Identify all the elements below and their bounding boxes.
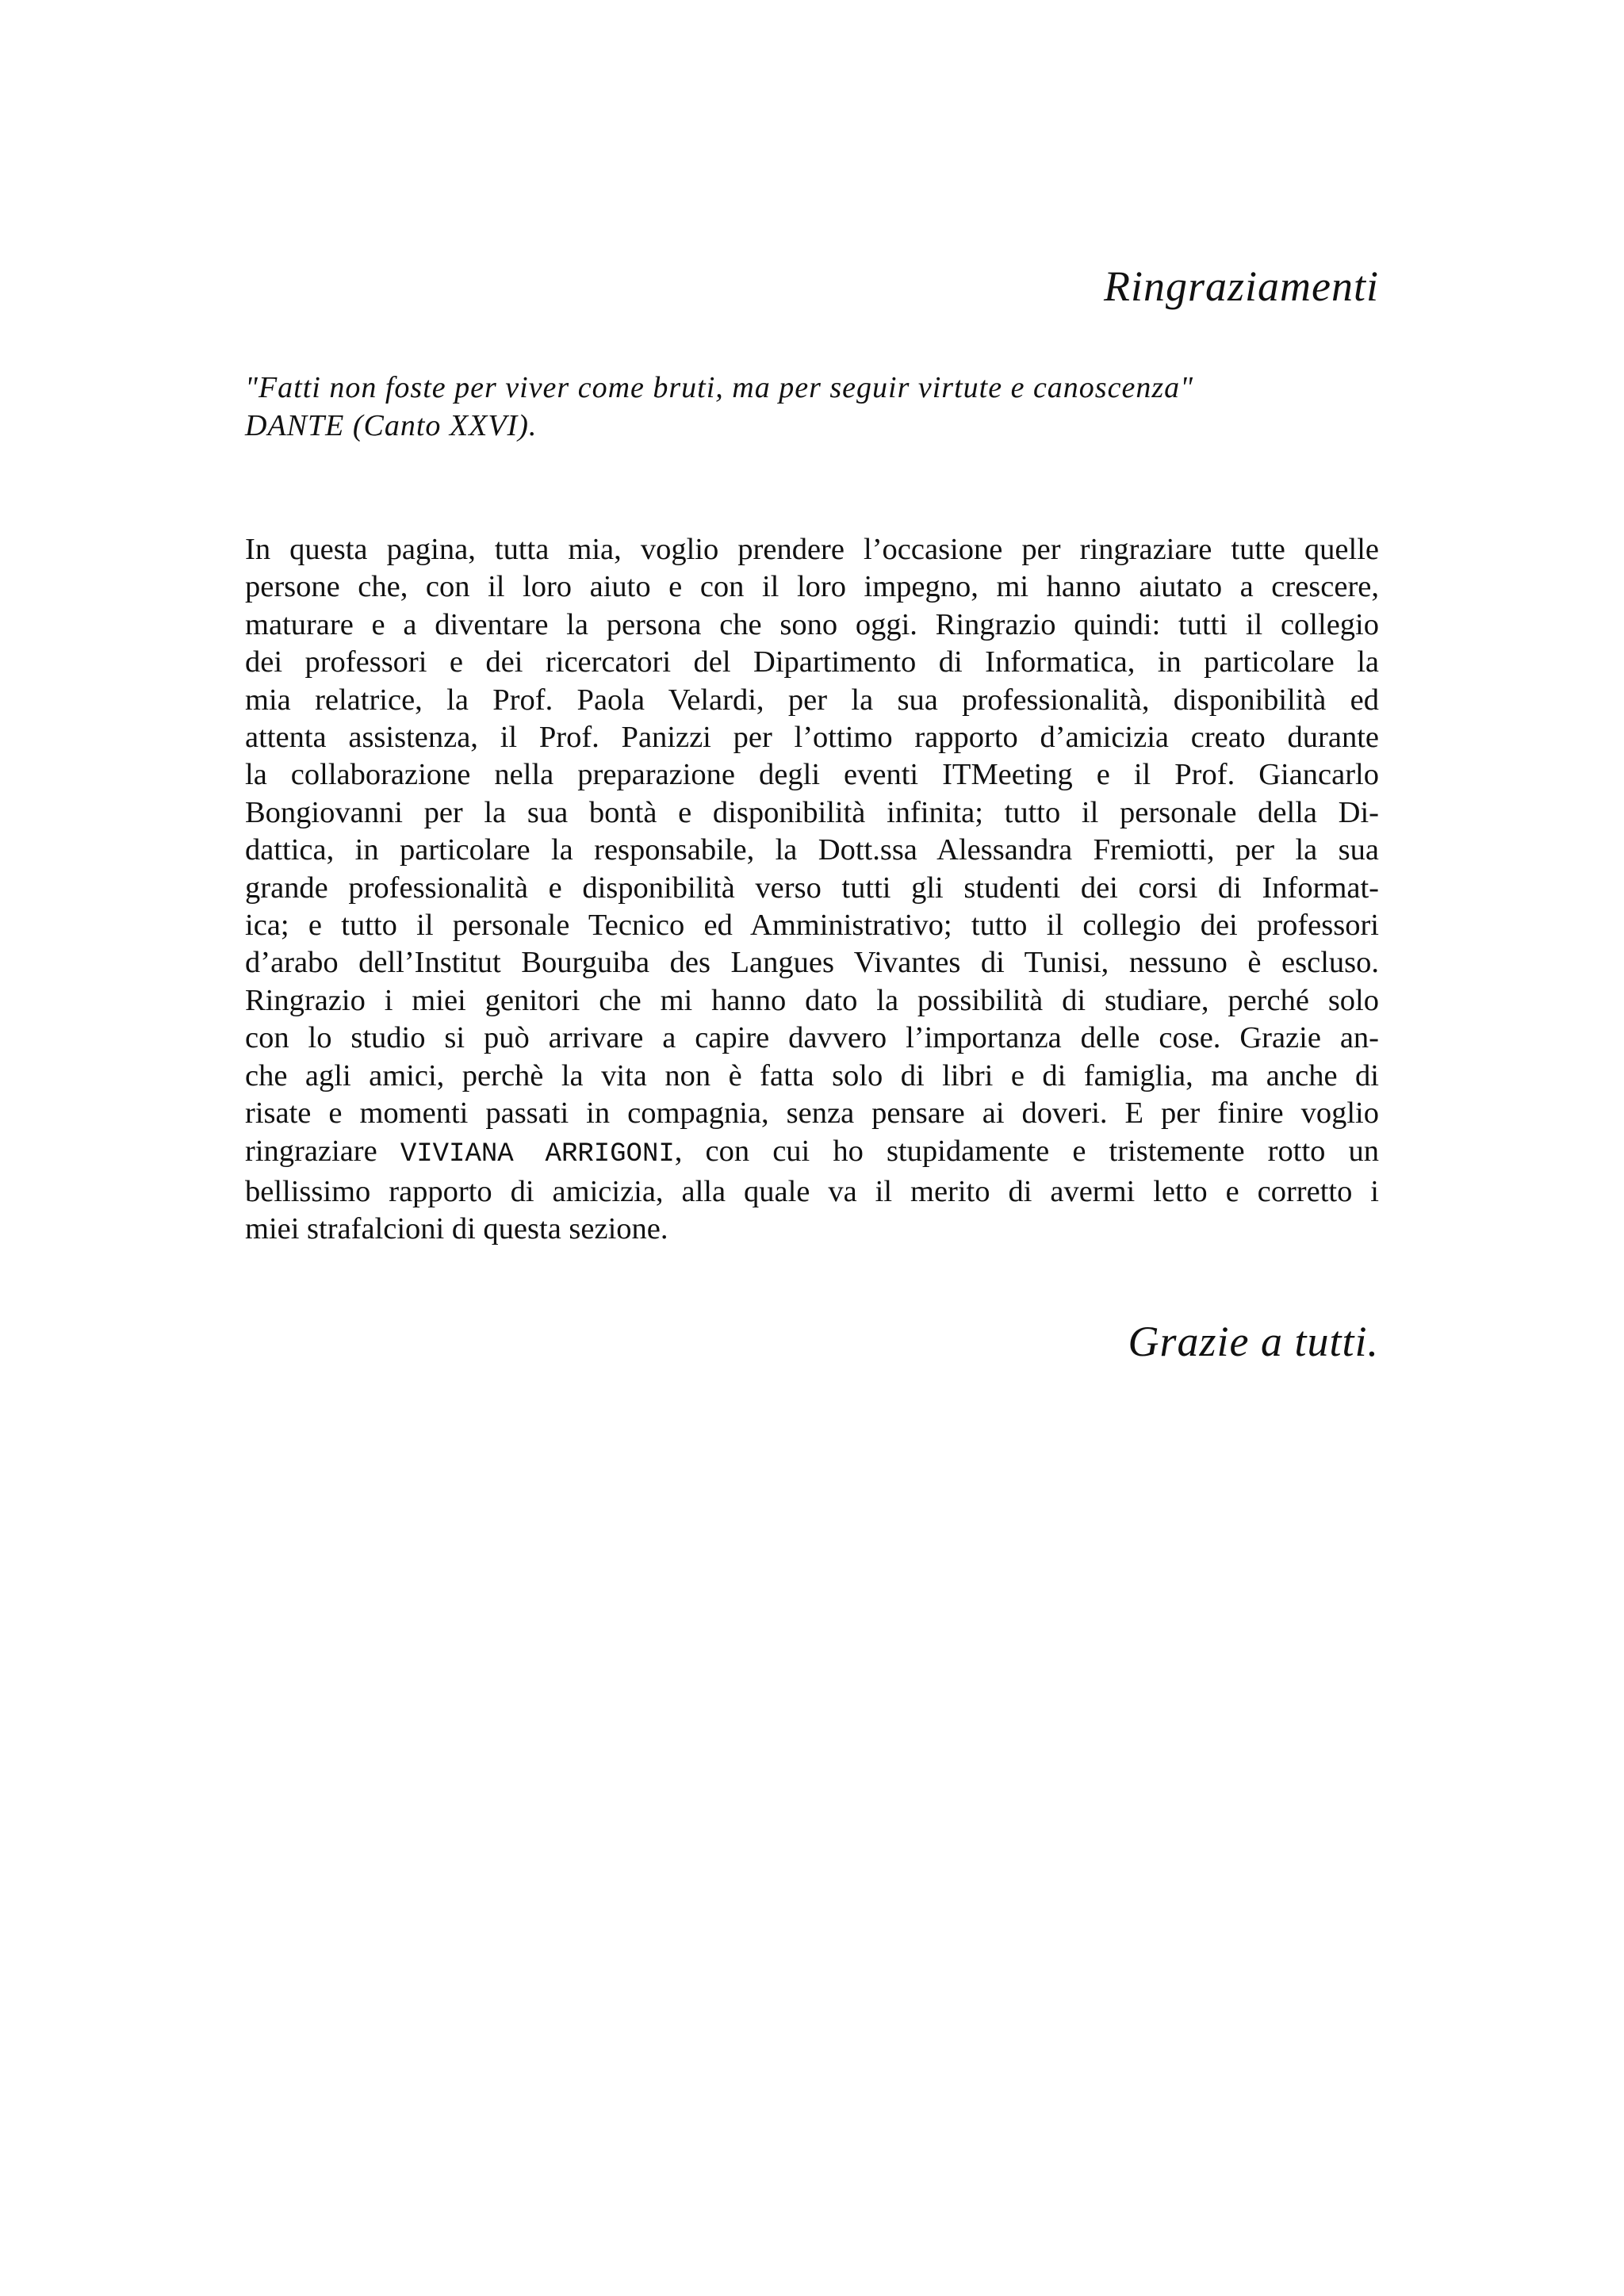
paragraph-line: maturare e a diventare la persona che sono oggi. Ringrazio quindi: tutti il collegio <box>245 607 1379 641</box>
acknowledgements-paragraph <box>245 531 1379 1249</box>
epigraph-quote: "Fatti non foste per viver come bruti, ma per seguir virtute e canoscenza" <box>245 371 1194 404</box>
paragraph-line: attenta assistenza, il Prof. Panizzi per l’ottimo rapporto d’amicizia creato durante <box>245 721 1379 755</box>
paragraph-line: dei professori e dei ricercatori del Dipartimento di Informatica, in particolare la <box>245 645 1379 679</box>
line-text-after-name: , con cui ho stupidamente e tristemente rotto un <box>674 1134 1379 1168</box>
paragraph-line: grande professionalità e disponibilità verso tutti gli studenti dei corsi di Informat- <box>245 871 1379 905</box>
paragraph-line-last: miei strafalcioni di questa sezione. <box>245 1212 668 1246</box>
paragraph-line: bellissimo rapporto di amicizia, alla quale va il merito di avermi letto e corretto i <box>245 1174 1379 1208</box>
epigraph-attribution: DANTE (Canto XXVI). <box>245 409 538 442</box>
paragraph-line: mia relatrice, la Prof. Paola Velardi, per la sua professionalità, disponibilità ed <box>245 683 1379 717</box>
line-text-before-name: ringraziare <box>245 1134 400 1168</box>
paragraph-line: con lo studio si può arrivare a capire davvero l’importanza delle cose. Grazie an- <box>245 1021 1379 1055</box>
paragraph-line: persone che, con il loro aiuto e con il loro impegno, mi hanno aiutato a crescere, <box>245 570 1379 604</box>
paragraph-line-with-name <box>245 1133 1379 1173</box>
paragraph-line: d’arabo dell’Institut Bourguiba des Langues Vivantes di Tunisi, nessuno è escluso. <box>245 946 1379 980</box>
closing-thanks: Grazie a tutti. <box>1128 1318 1379 1365</box>
highlighted-name: VIVIANA ARRIGONI <box>400 1138 675 1169</box>
paragraph-line: dattica, in particolare la responsabile, la Dott.ssa Alessandra Fremiotti, per la sua <box>245 833 1379 867</box>
paragraph-line: che agli amici, perchè la vita non è fatta solo di libri e di famiglia, ma anche di <box>245 1058 1379 1093</box>
paragraph-line: la collaborazione nella preparazione degli eventi ITMeeting e il Prof. Giancarlo <box>245 758 1379 792</box>
epigraph <box>245 369 1379 445</box>
paragraph-line: Ringrazio i miei genitori che mi hanno dato la possibilità di studiare, perché solo <box>245 983 1379 1017</box>
paragraph-line: risate e momenti passati in compagnia, senza pensare ai doveri. E per finire voglio <box>245 1096 1379 1131</box>
paragraph-line: Bongiovanni per la sua bontà e disponibilità infinita; tutto il personale della Di- <box>245 795 1379 829</box>
page-title: Ringraziamenti <box>1104 262 1379 310</box>
paragraph-line: In questa pagina, tutta mia, voglio prendere l’occasione per ringraziare tutte quelle <box>245 533 1379 566</box>
paragraph-line: ica; e tutto il personale Tecnico ed Amministrativo; tutto il collegio dei professori <box>245 909 1379 943</box>
